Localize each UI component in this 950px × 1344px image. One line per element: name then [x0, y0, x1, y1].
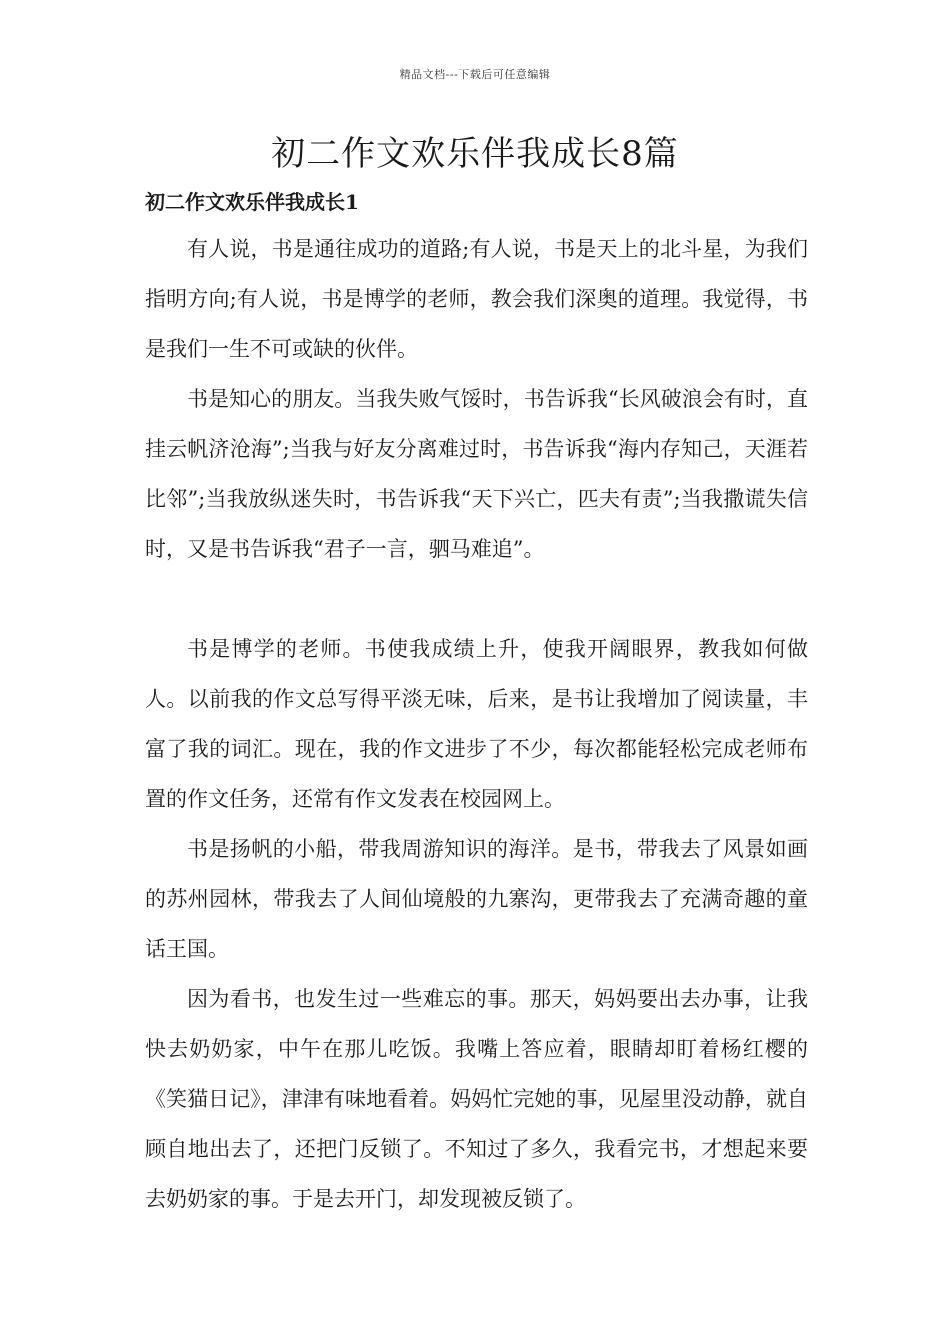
body-text [145, 224, 808, 1224]
section-heading: 初二作文欢乐伴我成长1 [145, 190, 359, 214]
document-title: 初二作文欢乐伴我成长8篇 [271, 134, 679, 174]
paragraph-2: 书是知心的朋友。当我失败气馁时，书告诉我“长风破浪会有时，直挂云帆济沧海”;当我与好友分离难过时，书告诉我“海内存知己，天涯若比邻”;当我放纵迷失时，书告诉我“天下兴亡，匹夫有责”;当我撒谎失信时，又是书告诉我“君子一言，驷马难追”。 [145, 387, 808, 561]
paragraph-5: 因为看书，也发生过一些难忘的事。那天，妈妈要出去办事，让我快去奶奶家，中午在那儿吃饭。我嘴上答应着，眼睛却盯着杨红樱的《笑猫日记》，津津有味地看着。妈妈忙完她的事，见屋里没动静，就自顾自地出去了，还把门反锁了。不知过了多久，我看完书，才想起来要去奶奶家的事。于是去开门，却发现被反锁了。 [145, 987, 808, 1211]
header-note: 精品文档---下载后可任意编辑 [399, 68, 551, 81]
paragraph-4: 书是扬帆的小船，带我周游知识的海洋。是书，带我去了风景如画的苏州园林，带我去了人间仙境般的九寨沟，更带我去了充满奇趣的童话王国。 [145, 837, 808, 961]
paragraph-1: 有人说，书是通往成功的道路;有人说，书是天上的北斗星，为我们指明方向;有人说，书是博学的老师，教会我们深奥的道理。我觉得，书是我们一生不可或缺的伙伴。 [145, 237, 808, 361]
paragraph-3: 书是博学的老师。书使我成绩上升，使我开阔眼界，教我如何做人。以前我的作文总写得平淡无味，后来，是书让我增加了阅读量，丰富了我的词汇。现在，我的作文进步了不少，每次都能轻松完成老师布置的作文任务，还常有作文发表在校园网上。 [145, 637, 808, 811]
paragraph-spacer [145, 574, 808, 624]
